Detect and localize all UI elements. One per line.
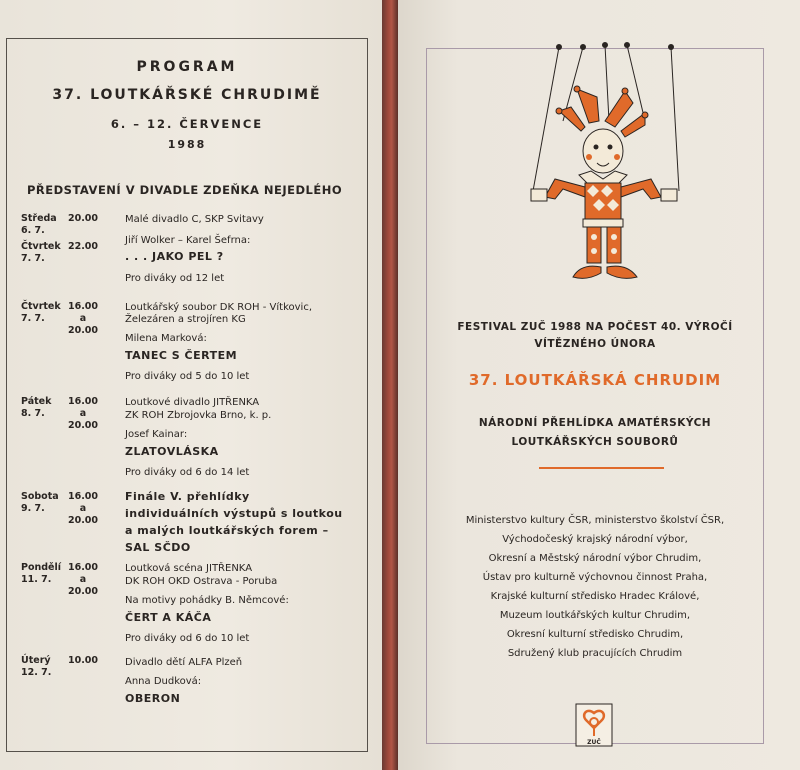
dedication-line: VÍTĚZNÉHO ÚNORA bbox=[534, 338, 656, 350]
entry-day: Čtvrtek bbox=[21, 301, 61, 312]
entry-date: 11. 7. bbox=[21, 574, 52, 585]
entry-and: a bbox=[79, 574, 87, 585]
entry-line: Josef Kainar: bbox=[125, 429, 188, 440]
main-title: 37. LOUTKÁŘSKÁ CHRUDIM bbox=[468, 371, 722, 389]
entry-time: 16.00 bbox=[67, 301, 99, 312]
entry-title: . . . JAKO PEL ? bbox=[125, 250, 224, 263]
entry-time: 20.00 bbox=[67, 213, 99, 224]
entry-line: ZK ROH Zbrojovka Brno, k. p. bbox=[125, 410, 272, 421]
festival-dates: 6. – 12. ČERVENCE bbox=[110, 117, 264, 131]
entry-title: a malých loutkářských forem – bbox=[125, 524, 329, 537]
entry-line: Milena Marková: bbox=[125, 333, 207, 344]
entry-time: 20.00 bbox=[67, 515, 99, 526]
entry-date: 12. 7. bbox=[21, 667, 52, 678]
entry-date: 6. 7. bbox=[21, 225, 45, 236]
book-spine bbox=[382, 0, 398, 770]
entry-line: Na motivy pohádky B. Němcové: bbox=[125, 595, 289, 606]
entry-day: Pondělí bbox=[21, 562, 62, 573]
entry-line: Loutková scéna JITŘENKA bbox=[125, 563, 253, 574]
organizer: Okresní a Městský národní výbor Chrudim, bbox=[488, 553, 702, 564]
entry-line: Malé divadlo C, SKP Svitavy bbox=[125, 214, 264, 225]
festival-year: 1988 bbox=[167, 138, 207, 151]
entry-title: individuálních výstupů s loutkou bbox=[125, 507, 343, 520]
entry-date: 8. 7. bbox=[21, 408, 45, 419]
subtitle-line: LOUTKÁŘSKÝCH SOUBORŮ bbox=[511, 436, 679, 448]
entry-and: a bbox=[79, 408, 87, 419]
entry-age: Pro diváky od 12 let bbox=[125, 273, 225, 284]
entry-time: 20.00 bbox=[67, 325, 99, 336]
entry-age: Pro diváky od 6 do 14 let bbox=[125, 467, 250, 478]
title-frame bbox=[426, 48, 764, 744]
organizer: Ústav pro kulturně výchovnou činnost Praha, bbox=[482, 572, 708, 583]
festival-heading: 37. LOUTKÁŘSKÉ CHRUDIMĚ bbox=[52, 87, 322, 103]
entry-line: DK ROH OKD Ostrava - Poruba bbox=[125, 576, 278, 587]
entry-line: Divadlo dětí ALFA Plzeň bbox=[125, 657, 243, 668]
entry-age: Pro diváky od 6 do 10 let bbox=[125, 633, 250, 644]
right-page bbox=[398, 0, 800, 770]
program-heading: PROGRAM bbox=[136, 59, 238, 75]
entry-age: Pro diváky od 5 do 10 let bbox=[125, 371, 250, 382]
entry-title: ZLATOVLÁSKA bbox=[125, 445, 219, 458]
entry-title: ČERT A KÁČA bbox=[125, 611, 212, 624]
organizer: Krajské kulturní středisko Hradec Králové, bbox=[490, 591, 700, 602]
entry-time: 22.00 bbox=[67, 241, 99, 252]
organizers-list bbox=[427, 511, 763, 663]
left-page bbox=[0, 0, 382, 770]
entry-time: 20.00 bbox=[67, 586, 99, 597]
entry-line: Železáren a strojíren KG bbox=[125, 314, 246, 325]
entry-date: 7. 7. bbox=[21, 313, 45, 324]
organizer: Sdružený klub pracujících Chrudim bbox=[507, 648, 683, 659]
entry-day: Čtvrtek bbox=[21, 241, 61, 252]
entry-time: 20.00 bbox=[67, 420, 99, 431]
entry-time: 16.00 bbox=[67, 491, 99, 502]
entry-day: Úterý bbox=[21, 655, 51, 666]
entry-day: Pátek bbox=[21, 396, 52, 407]
subtitle bbox=[427, 414, 763, 452]
organizer: Okresní kulturní středisko Chrudim, bbox=[506, 629, 684, 640]
organizer: Muzeum loutkářských kultur Chrudim, bbox=[499, 610, 691, 621]
entry-day: Sobota bbox=[21, 491, 59, 502]
logo-text: ZUČ bbox=[587, 739, 601, 746]
entry-and: a bbox=[79, 503, 87, 514]
subtitle-line: NÁRODNÍ PŘEHLÍDKA AMATÉRSKÝCH bbox=[478, 417, 712, 429]
zuc-logo bbox=[575, 703, 613, 747]
divider bbox=[539, 467, 664, 469]
entry-line: Loutkové divadlo JITŘENKA bbox=[125, 397, 260, 408]
entry-title: SAL SČDO bbox=[125, 541, 191, 554]
entry-title: OBERON bbox=[125, 692, 181, 705]
section-heading: PŘEDSTAVENÍ V DIVADLE ZDEŇKA NEJEDLÉHO bbox=[27, 183, 343, 197]
entry-time: 10.00 bbox=[67, 655, 99, 666]
entry-line: Anna Dudková: bbox=[125, 676, 202, 687]
entry-time: 16.00 bbox=[67, 562, 99, 573]
jester-marionette-illustration bbox=[515, 41, 695, 291]
entry-and: a bbox=[79, 313, 87, 324]
festival-dedication bbox=[427, 319, 763, 353]
program-frame bbox=[6, 38, 368, 752]
entry-line: Loutkářský soubor DK ROH - Vítkovic, bbox=[125, 302, 312, 313]
zuc-logo-icon bbox=[575, 703, 613, 747]
organizer: Východočeský krajský národní výbor, bbox=[502, 534, 688, 545]
entry-line: Jiří Wolker – Karel Šefrna: bbox=[125, 235, 251, 246]
entry-date: 7. 7. bbox=[21, 253, 45, 264]
entry-title: TANEC S ČERTEM bbox=[125, 349, 238, 362]
entry-title: Finále V. přehlídky bbox=[125, 490, 250, 503]
organizer: Ministerstvo kultury ČSR, ministerstvo školství ČSR, bbox=[465, 515, 725, 526]
entry-day: Středa bbox=[21, 213, 57, 224]
dedication-line: FESTIVAL ZUČ 1988 NA POČEST 40. VÝROČÍ bbox=[457, 321, 733, 333]
entry-time: 16.00 bbox=[67, 396, 99, 407]
entry-date: 9. 7. bbox=[21, 503, 45, 514]
